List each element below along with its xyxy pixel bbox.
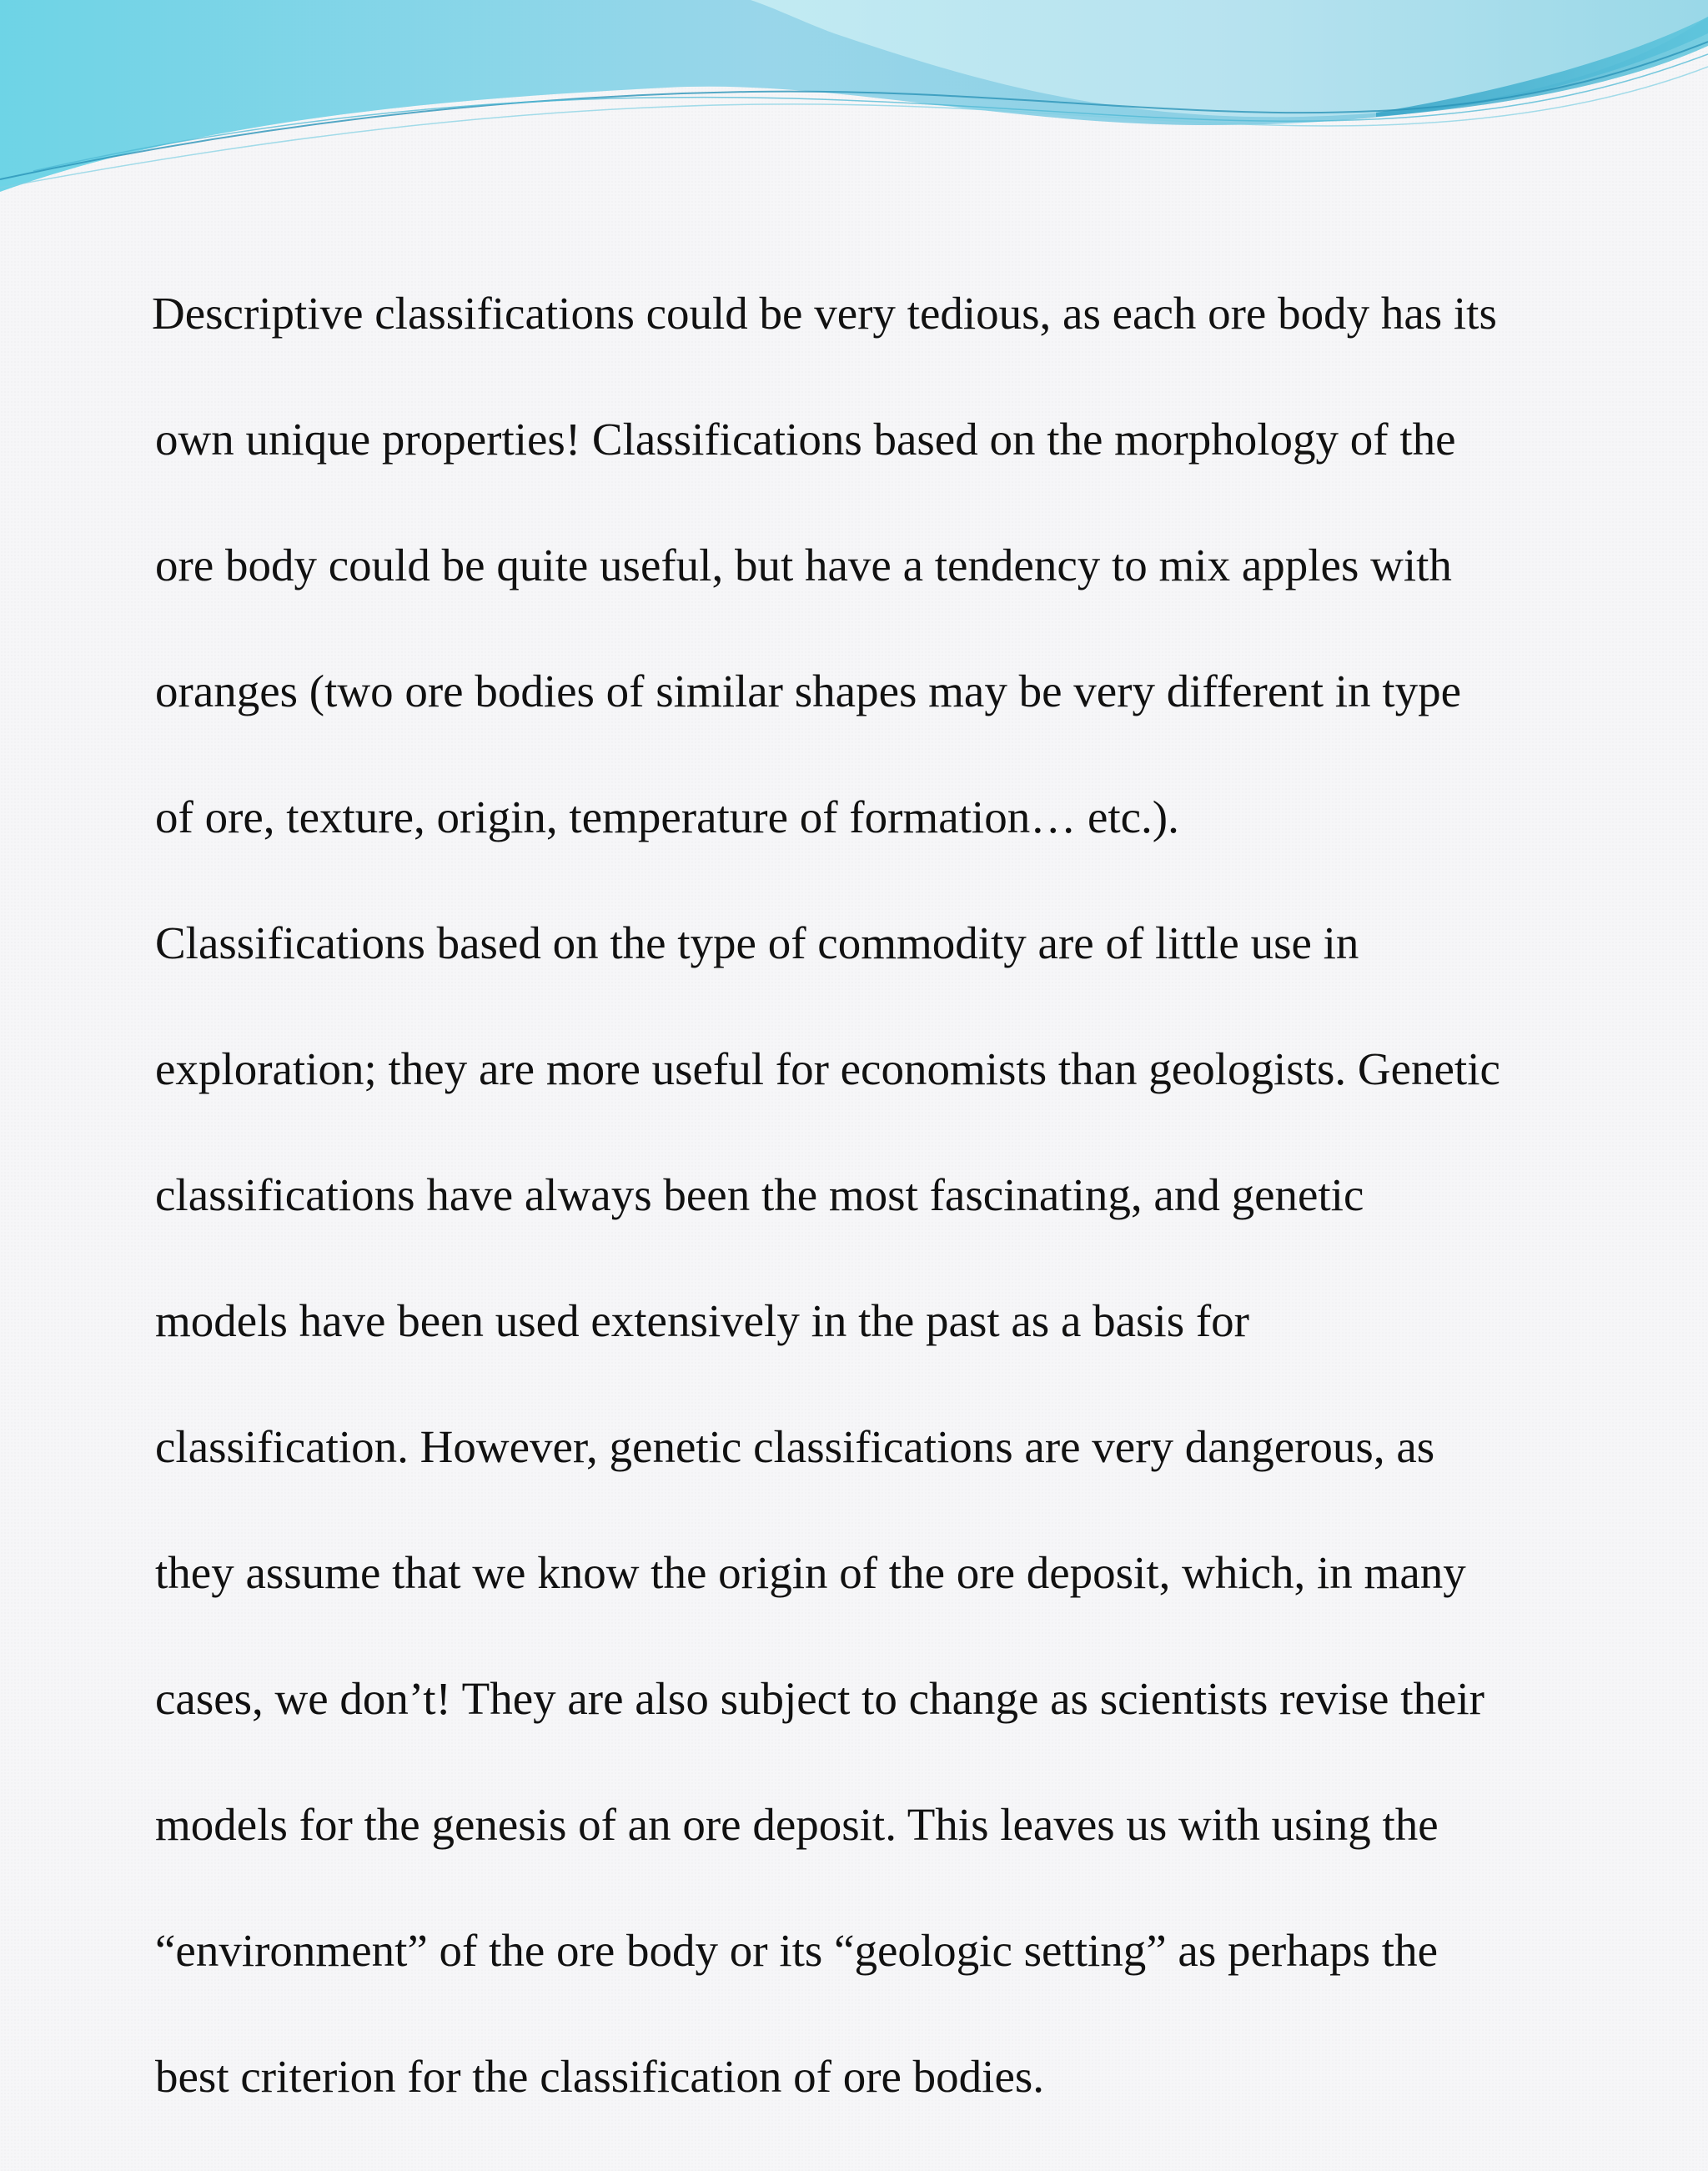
- paragraph-line: classification. However, genetic classifications are very dangerous, as: [155, 1420, 1435, 1472]
- paragraph-line: of ore, texture, origin, temperature of formation… etc.).: [155, 791, 1179, 842]
- paragraph-line: they assume that we know the origin of the ore deposit, which, in many: [155, 1546, 1466, 1598]
- paragraph-line: ore body could be quite useful, but have a tendency to mix apples with: [155, 539, 1452, 590]
- paragraph-line: models for the genesis of an ore deposit. This leaves us with using the: [155, 1798, 1439, 1850]
- slide-body-paragraph: [152, 219, 1690, 2171]
- paragraph-line: models have been used extensively in the past as a basis for: [155, 1294, 1249, 1346]
- paragraph-line: own unique properties! Classifications based on the morphology of the: [155, 413, 1456, 465]
- paragraph-line: best criterion for the classification of ore bodies.: [155, 2050, 1045, 2102]
- paragraph-line: Descriptive classifications could be very tedious, as each ore body has its: [152, 287, 1497, 339]
- paragraph-line: Classifications based on the type of commodity are of little use in: [155, 917, 1359, 968]
- paragraph-line: oranges (two ore bodies of similar shapes may be very different in type: [155, 665, 1462, 716]
- paragraph-line: “environment” of the ore body or its “geologic setting” as perhaps the: [155, 1924, 1438, 1976]
- header-wave-decoration: [0, 0, 1708, 200]
- paragraph-line: classifications have always been the most fascinating, and genetic: [155, 1168, 1364, 1220]
- paragraph-line: exploration; they are more useful for economists than geologists. Genetic: [155, 1043, 1500, 1094]
- paragraph-line: cases, we don’t! They are also subject to change as scientists revise their: [155, 1672, 1484, 1724]
